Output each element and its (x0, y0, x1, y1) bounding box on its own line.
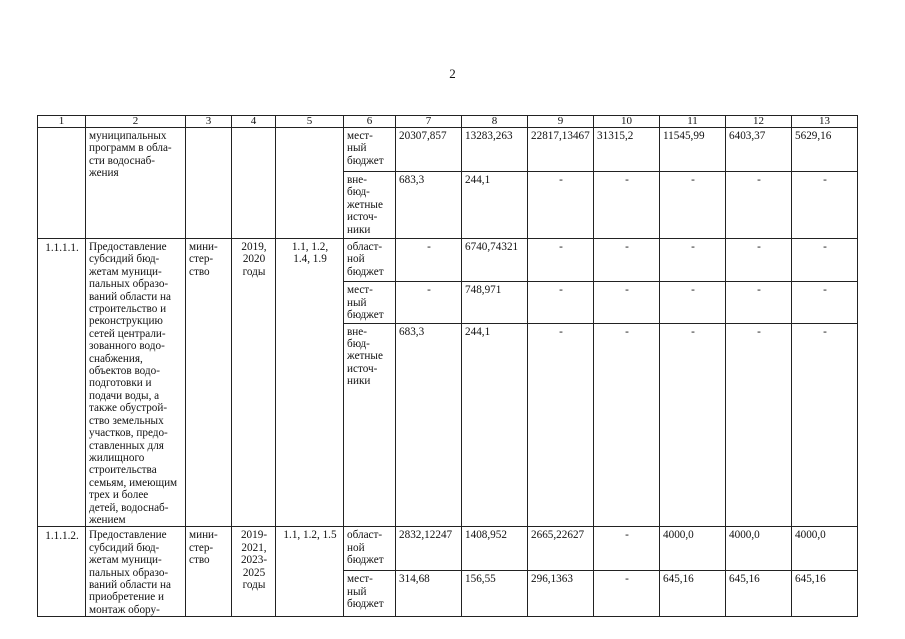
value-cell: 22817,13467 (528, 128, 594, 172)
column-number: 4 (232, 116, 276, 128)
funding-table (37, 115, 858, 617)
value-cell: - (726, 323, 792, 527)
value-cell: 31315,2 (594, 128, 660, 172)
page-number: 2 (449, 66, 456, 81)
value-cell: - (594, 172, 660, 239)
row-id (38, 128, 86, 239)
target-indicators: 1.1, 1.2, 1.5 (276, 527, 344, 617)
column-number: 8 (462, 116, 528, 128)
value-cell: - (594, 239, 660, 282)
column-number: 5 (276, 116, 344, 128)
table-row (38, 128, 858, 172)
value-cell: - (726, 172, 792, 239)
value-cell: - (660, 172, 726, 239)
value-cell: 2665,22627 (528, 527, 594, 571)
value-cell: 4000,0 (726, 527, 792, 571)
column-number: 1 (38, 116, 86, 128)
value-cell: - (396, 282, 462, 323)
funding-source: област- ной бюджет (344, 527, 396, 571)
value-cell: 1408,952 (462, 527, 528, 571)
executor (186, 128, 232, 239)
value-cell: - (528, 282, 594, 323)
column-number: 7 (396, 116, 462, 128)
value-cell: 20307,857 (396, 128, 462, 172)
value-cell: - (594, 323, 660, 527)
value-cell: - (396, 239, 462, 282)
value-cell: 6403,37 (726, 128, 792, 172)
years: 2019- 2021, 2023- 2025 годы (232, 527, 276, 617)
measure-name: Предоставление субсидий бюд- жетам муници- пальных образо- ваний области на строительство и реконструкцию сетей централи- зованного водо- снабжения, объектов водо- подготовки и подачи воды, а также обустрой- ство земельных участков, предо- ставленных для жилищного строительства семьям, имеющим трех и более детей, водоснаб- жением (86, 239, 186, 527)
funding-source: мест- ный бюджет (344, 571, 396, 617)
value-cell: 4000,0 (792, 527, 858, 571)
value-cell: 2832,12247 (396, 527, 462, 571)
value-cell: - (660, 323, 726, 527)
value-cell: 6740,74321 (462, 239, 528, 282)
funding-source: мест- ный бюджет (344, 128, 396, 172)
executor: мини- стер- ство (186, 527, 232, 617)
value-cell: 645,16 (726, 571, 792, 617)
value-cell: 748,971 (462, 282, 528, 323)
funding-source: мест- ный бюджет (344, 282, 396, 323)
value-cell: 244,1 (462, 172, 528, 239)
executor: мини- стер- ство (186, 239, 232, 527)
value-cell: - (792, 323, 858, 527)
value-cell: 645,16 (792, 571, 858, 617)
value-cell: - (594, 282, 660, 323)
row-id: 1.1.1.2. (38, 527, 86, 617)
value-cell: - (528, 239, 594, 282)
value-cell: - (660, 282, 726, 323)
value-cell: - (792, 239, 858, 282)
row-id: 1.1.1.1. (38, 239, 86, 527)
value-cell: - (726, 239, 792, 282)
value-cell: 683,3 (396, 323, 462, 527)
value-cell: 296,1363 (528, 571, 594, 617)
value-cell: - (594, 527, 660, 571)
measure-name: Предоставление субсидий бюд- жетам муници- пальных образо- ваний области на приобретение и монтаж обору- (86, 527, 186, 617)
value-cell: 683,3 (396, 172, 462, 239)
column-number: 11 (660, 116, 726, 128)
value-cell: - (726, 282, 792, 323)
column-number: 2 (86, 116, 186, 128)
column-number-row (38, 116, 858, 128)
value-cell: - (528, 323, 594, 527)
column-number: 12 (726, 116, 792, 128)
years: 2019, 2020 годы (232, 239, 276, 527)
value-cell: - (594, 571, 660, 617)
value-cell: 4000,0 (660, 527, 726, 571)
value-cell: 156,55 (462, 571, 528, 617)
table-row (38, 527, 858, 571)
funding-source: вне- бюд- жетные источ- ники (344, 172, 396, 239)
value-cell: 314,68 (396, 571, 462, 617)
years (232, 128, 276, 239)
value-cell: 244,1 (462, 323, 528, 527)
value-cell: - (660, 239, 726, 282)
column-number: 13 (792, 116, 858, 128)
value-cell: - (792, 172, 858, 239)
table-row (38, 239, 858, 282)
value-cell: - (792, 282, 858, 323)
column-number: 3 (186, 116, 232, 128)
value-cell: 645,16 (660, 571, 726, 617)
target-indicators: 1.1, 1.2, 1.4, 1.9 (276, 239, 344, 527)
value-cell: 5629,16 (792, 128, 858, 172)
column-number: 6 (344, 116, 396, 128)
funding-source: област- ной бюджет (344, 239, 396, 282)
measure-name: муниципальных программ в обла- сти водоснаб- жения (86, 128, 186, 239)
value-cell: - (528, 172, 594, 239)
funding-source: вне- бюд- жетные источ- ники (344, 323, 396, 527)
value-cell: 13283,263 (462, 128, 528, 172)
target-indicators (276, 128, 344, 239)
value-cell: 11545,99 (660, 128, 726, 172)
column-number: 10 (594, 116, 660, 128)
column-number: 9 (528, 116, 594, 128)
